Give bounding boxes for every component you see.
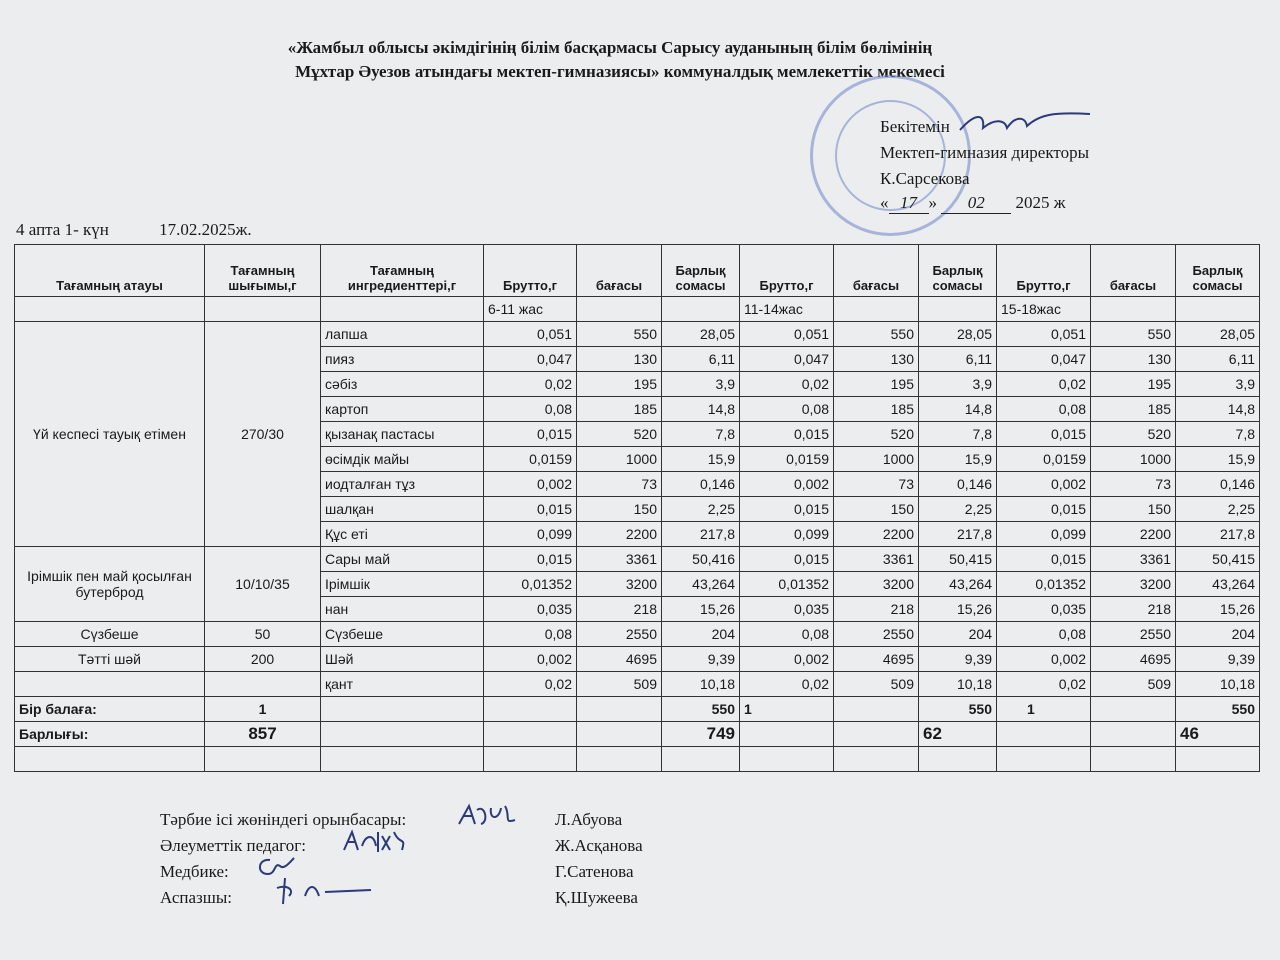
director-name: К.Сарсекова xyxy=(880,169,970,188)
dish-name: Ірімшік пен май қосылған бутерброд xyxy=(15,547,205,622)
col-header: Барлық сомасы xyxy=(1176,245,1260,297)
value-cell: 0,0159 xyxy=(484,447,577,472)
value-cell: 150 xyxy=(577,497,662,522)
value-cell: 130 xyxy=(1091,347,1176,372)
value-cell: 6,11 xyxy=(1176,347,1260,372)
ingredient-name: шалқан xyxy=(321,497,484,522)
value-cell: 0,035 xyxy=(740,597,834,622)
value-cell: 2,25 xyxy=(919,497,997,522)
col-header: Барлық сомасы xyxy=(662,245,740,297)
value-cell: 3200 xyxy=(834,572,919,597)
value-cell: 130 xyxy=(834,347,919,372)
value-cell: 1000 xyxy=(577,447,662,472)
value-cell: 0,02 xyxy=(740,372,834,397)
value-cell: 509 xyxy=(834,672,919,697)
value-cell: 0,099 xyxy=(740,522,834,547)
value-cell: 0,002 xyxy=(997,472,1091,497)
value-cell: 0,015 xyxy=(740,547,834,572)
value-cell: 150 xyxy=(1091,497,1176,522)
value-cell: 6,11 xyxy=(662,347,740,372)
value-cell: 0,002 xyxy=(997,647,1091,672)
dish-yield: 50 xyxy=(205,622,321,647)
value-cell: 73 xyxy=(1091,472,1176,497)
value-cell: 0,02 xyxy=(997,372,1091,397)
value-cell: 509 xyxy=(577,672,662,697)
value-cell: 2200 xyxy=(1091,522,1176,547)
staff-line xyxy=(160,888,638,908)
value-cell: 185 xyxy=(577,397,662,422)
value-cell: 14,8 xyxy=(919,397,997,422)
value-cell: 195 xyxy=(577,372,662,397)
value-cell: 0,051 xyxy=(484,322,577,347)
value-cell: 509 xyxy=(1091,672,1176,697)
total-value: 46 xyxy=(1176,722,1260,747)
value-cell: 217,8 xyxy=(1176,522,1260,547)
per-child-sum: 550 xyxy=(1176,697,1260,722)
dish-name: Сүзбеше xyxy=(15,622,205,647)
value-cell: 0,01352 xyxy=(997,572,1091,597)
value-cell: 0,047 xyxy=(484,347,577,372)
week-day: 4 апта 1- күн xyxy=(16,220,109,239)
value-cell: 3361 xyxy=(1091,547,1176,572)
value-cell: 43,264 xyxy=(662,572,740,597)
col-header: Барлық сомасы xyxy=(919,245,997,297)
staff-role: Тәрбие ісі жөніндегі орынбасары: xyxy=(160,810,407,829)
ingredient-row xyxy=(15,322,1260,347)
director-signature xyxy=(955,108,1095,138)
value-cell: 9,39 xyxy=(919,647,997,672)
ingredient-name: нан xyxy=(321,597,484,622)
value-cell: 0,015 xyxy=(484,547,577,572)
dish-name: Тәтті шәй xyxy=(15,647,205,672)
value-cell: 6,11 xyxy=(919,347,997,372)
ingredient-name: Шәй xyxy=(321,647,484,672)
per-child-row xyxy=(15,697,1260,722)
value-cell: 185 xyxy=(1091,397,1176,422)
value-cell: 2200 xyxy=(834,522,919,547)
ingredient-name: қант xyxy=(321,672,484,697)
value-cell: 218 xyxy=(834,597,919,622)
value-cell: 3200 xyxy=(1091,572,1176,597)
value-cell: 0,002 xyxy=(484,647,577,672)
value-cell: 0,08 xyxy=(997,622,1091,647)
value-cell: 28,05 xyxy=(662,322,740,347)
value-cell: 28,05 xyxy=(1176,322,1260,347)
dish-name: Үй кеспесі тауық етімен xyxy=(15,322,205,547)
menu-date: 17.02.2025ж. xyxy=(159,220,252,239)
header-line-1: «Жамбыл облысы әкімдігінің білім басқармасы Сарысу ауданының білім бөлімінің xyxy=(287,38,933,57)
value-cell: 217,8 xyxy=(919,522,997,547)
value-cell: 3361 xyxy=(834,547,919,572)
age-group-row xyxy=(15,297,1260,322)
menu-date-line xyxy=(16,220,298,240)
date-open-quote: « xyxy=(880,193,889,212)
ingredient-name: лапша xyxy=(321,322,484,347)
signature-shuzheeva xyxy=(275,874,375,908)
value-cell: 0,02 xyxy=(740,672,834,697)
value-cell: 218 xyxy=(1091,597,1176,622)
value-cell: 7,8 xyxy=(1176,422,1260,447)
value-cell: 195 xyxy=(834,372,919,397)
staff-role: Әлеуметтік педагог: xyxy=(160,836,306,855)
value-cell: 0,146 xyxy=(919,472,997,497)
value-cell: 520 xyxy=(577,422,662,447)
value-cell: 130 xyxy=(577,347,662,372)
value-cell: 4695 xyxy=(577,647,662,672)
value-cell: 10,18 xyxy=(662,672,740,697)
value-cell: 0,015 xyxy=(997,422,1091,447)
value-cell: 28,05 xyxy=(919,322,997,347)
value-cell: 0,146 xyxy=(1176,472,1260,497)
value-cell: 50,415 xyxy=(1176,547,1260,572)
value-cell: 0,02 xyxy=(997,672,1091,697)
header-line-2: Мұхтар Әуезов атындағы мектеп-гимназиясы» коммуналдық мемлекеттік мекемесі xyxy=(295,62,945,81)
date-close-quote: » xyxy=(928,193,937,212)
value-cell: 0,035 xyxy=(484,597,577,622)
value-cell: 0,002 xyxy=(484,472,577,497)
dish-yield: 270/30 xyxy=(205,322,321,547)
ingredient-name: картоп xyxy=(321,397,484,422)
ingredient-name: өсімдік майы xyxy=(321,447,484,472)
total-label: Барлығы: xyxy=(15,722,205,747)
col-header: Брутто,г xyxy=(997,245,1091,297)
col-header: Тағамның атауы xyxy=(15,245,205,297)
value-cell: 9,39 xyxy=(1176,647,1260,672)
value-cell: 7,8 xyxy=(919,422,997,447)
col-header: бағасы xyxy=(834,245,919,297)
header-row xyxy=(15,245,1260,297)
staff-name: Л.Абуова xyxy=(555,810,623,829)
value-cell: 550 xyxy=(577,322,662,347)
value-cell: 185 xyxy=(834,397,919,422)
value-cell: 15,9 xyxy=(662,447,740,472)
value-cell: 2550 xyxy=(1091,622,1176,647)
ingredient-row xyxy=(15,647,1260,672)
per-child-count: 1 xyxy=(997,697,1091,722)
value-cell: 0,051 xyxy=(740,322,834,347)
per-child-label: Бір балаға: xyxy=(15,697,205,722)
value-cell: 2550 xyxy=(834,622,919,647)
per-child-sum: 550 xyxy=(919,697,997,722)
total-value: 857 xyxy=(205,722,321,747)
staff-role: Медбике: xyxy=(160,862,229,881)
col-header: Тағамның ингредиенттері,г xyxy=(321,245,484,297)
ingredient-name: Сары май xyxy=(321,547,484,572)
age-group: 11-14жас xyxy=(740,297,834,322)
value-cell: 204 xyxy=(919,622,997,647)
approval-day: 17 xyxy=(889,193,929,214)
value-cell: 0,015 xyxy=(997,547,1091,572)
value-cell: 0,02 xyxy=(484,672,577,697)
value-cell: 520 xyxy=(1091,422,1176,447)
value-cell: 2,25 xyxy=(662,497,740,522)
ingredient-row xyxy=(15,672,1260,697)
empty-row xyxy=(15,747,1260,772)
value-cell: 7,8 xyxy=(662,422,740,447)
value-cell: 204 xyxy=(1176,622,1260,647)
value-cell: 0,08 xyxy=(740,397,834,422)
value-cell: 14,8 xyxy=(662,397,740,422)
ingredient-name: Ірімшік xyxy=(321,572,484,597)
value-cell: 3,9 xyxy=(1176,372,1260,397)
value-cell: 0,08 xyxy=(740,622,834,647)
value-cell: 0,002 xyxy=(740,647,834,672)
dish-yield: 200 xyxy=(205,647,321,672)
value-cell: 550 xyxy=(1091,322,1176,347)
value-cell: 2,25 xyxy=(1176,497,1260,522)
signature-abuova xyxy=(455,800,525,830)
value-cell: 50,415 xyxy=(919,547,997,572)
value-cell: 15,26 xyxy=(662,597,740,622)
value-cell: 15,26 xyxy=(1176,597,1260,622)
dish-yield: 10/10/35 xyxy=(205,547,321,622)
total-row xyxy=(15,722,1260,747)
ingredient-name: Сүзбеше xyxy=(321,622,484,647)
total-value: 749 xyxy=(662,722,740,747)
signature-askanova xyxy=(340,826,410,856)
value-cell: 4695 xyxy=(1091,647,1176,672)
value-cell: 50,416 xyxy=(662,547,740,572)
staff-name: Г.Сатенова xyxy=(555,862,634,881)
value-cell: 0,0159 xyxy=(997,447,1091,472)
value-cell: 0,015 xyxy=(740,497,834,522)
value-cell: 0,047 xyxy=(740,347,834,372)
value-cell: 204 xyxy=(662,622,740,647)
value-cell: 0,08 xyxy=(484,622,577,647)
value-cell: 1000 xyxy=(1091,447,1176,472)
value-cell: 0,015 xyxy=(997,497,1091,522)
ingredient-name: Құс еті xyxy=(321,522,484,547)
ingredient-name: иодталған тұз xyxy=(321,472,484,497)
value-cell: 0,047 xyxy=(997,347,1091,372)
staff-role: Аспазшы: xyxy=(160,888,232,907)
menu-table xyxy=(14,244,1260,772)
value-cell: 0,051 xyxy=(997,322,1091,347)
staff-name: Қ.Шужеева xyxy=(555,888,638,907)
value-cell: 43,264 xyxy=(919,572,997,597)
value-cell: 15,9 xyxy=(1176,447,1260,472)
staff-line xyxy=(160,862,634,882)
approval-month: 02 xyxy=(941,193,1011,214)
value-cell: 3,9 xyxy=(662,372,740,397)
ingredient-row xyxy=(15,547,1260,572)
value-cell: 3361 xyxy=(577,547,662,572)
col-header: Тағамның шығымы,г xyxy=(205,245,321,297)
value-cell: 0,08 xyxy=(484,397,577,422)
director-position: Мектеп-гимназия директоры xyxy=(880,143,1090,162)
value-cell: 4695 xyxy=(834,647,919,672)
value-cell: 10,18 xyxy=(919,672,997,697)
value-cell: 218 xyxy=(577,597,662,622)
ingredient-row xyxy=(15,622,1260,647)
value-cell: 0,0159 xyxy=(740,447,834,472)
value-cell: 2550 xyxy=(577,622,662,647)
value-cell: 14,8 xyxy=(1176,397,1260,422)
value-cell: 195 xyxy=(1091,372,1176,397)
col-header: Брутто,г xyxy=(484,245,577,297)
total-value: 62 xyxy=(919,722,997,747)
value-cell: 0,146 xyxy=(662,472,740,497)
col-header: Брутто,г xyxy=(740,245,834,297)
col-header: бағасы xyxy=(1091,245,1176,297)
age-group: 15-18жас xyxy=(997,297,1091,322)
value-cell: 0,02 xyxy=(484,372,577,397)
value-cell: 15,9 xyxy=(919,447,997,472)
value-cell: 73 xyxy=(834,472,919,497)
per-child-sum: 550 xyxy=(662,697,740,722)
value-cell: 2200 xyxy=(577,522,662,547)
age-group: 6-11 жас xyxy=(484,297,577,322)
value-cell: 1000 xyxy=(834,447,919,472)
value-cell: 217,8 xyxy=(662,522,740,547)
value-cell: 0,002 xyxy=(740,472,834,497)
value-cell: 520 xyxy=(834,422,919,447)
value-cell: 0,015 xyxy=(484,497,577,522)
ingredient-name: сәбіз xyxy=(321,372,484,397)
value-cell: 0,099 xyxy=(484,522,577,547)
value-cell: 0,015 xyxy=(484,422,577,447)
value-cell: 0,01352 xyxy=(484,572,577,597)
value-cell: 0,01352 xyxy=(740,572,834,597)
approval-date xyxy=(880,193,1066,214)
staff-name: Ж.Асқанова xyxy=(555,836,643,855)
approve-label: Бекітемін xyxy=(880,117,950,136)
value-cell: 0,035 xyxy=(997,597,1091,622)
value-cell: 10,18 xyxy=(1176,672,1260,697)
dish-name xyxy=(15,672,205,697)
value-cell: 3,9 xyxy=(919,372,997,397)
value-cell: 550 xyxy=(834,322,919,347)
dish-yield xyxy=(205,672,321,697)
value-cell: 0,099 xyxy=(997,522,1091,547)
ingredient-name: пияз xyxy=(321,347,484,372)
value-cell: 0,015 xyxy=(740,422,834,447)
per-child-count: 1 xyxy=(740,697,834,722)
approval-year: 2025 ж xyxy=(1015,193,1066,212)
col-header: бағасы xyxy=(577,245,662,297)
value-cell: 150 xyxy=(834,497,919,522)
value-cell: 73 xyxy=(577,472,662,497)
value-cell: 15,26 xyxy=(919,597,997,622)
per-child-count: 1 xyxy=(205,697,321,722)
value-cell: 0,08 xyxy=(997,397,1091,422)
value-cell: 9,39 xyxy=(662,647,740,672)
ingredient-name: қызанақ пастасы xyxy=(321,422,484,447)
value-cell: 43,264 xyxy=(1176,572,1260,597)
value-cell: 3200 xyxy=(577,572,662,597)
